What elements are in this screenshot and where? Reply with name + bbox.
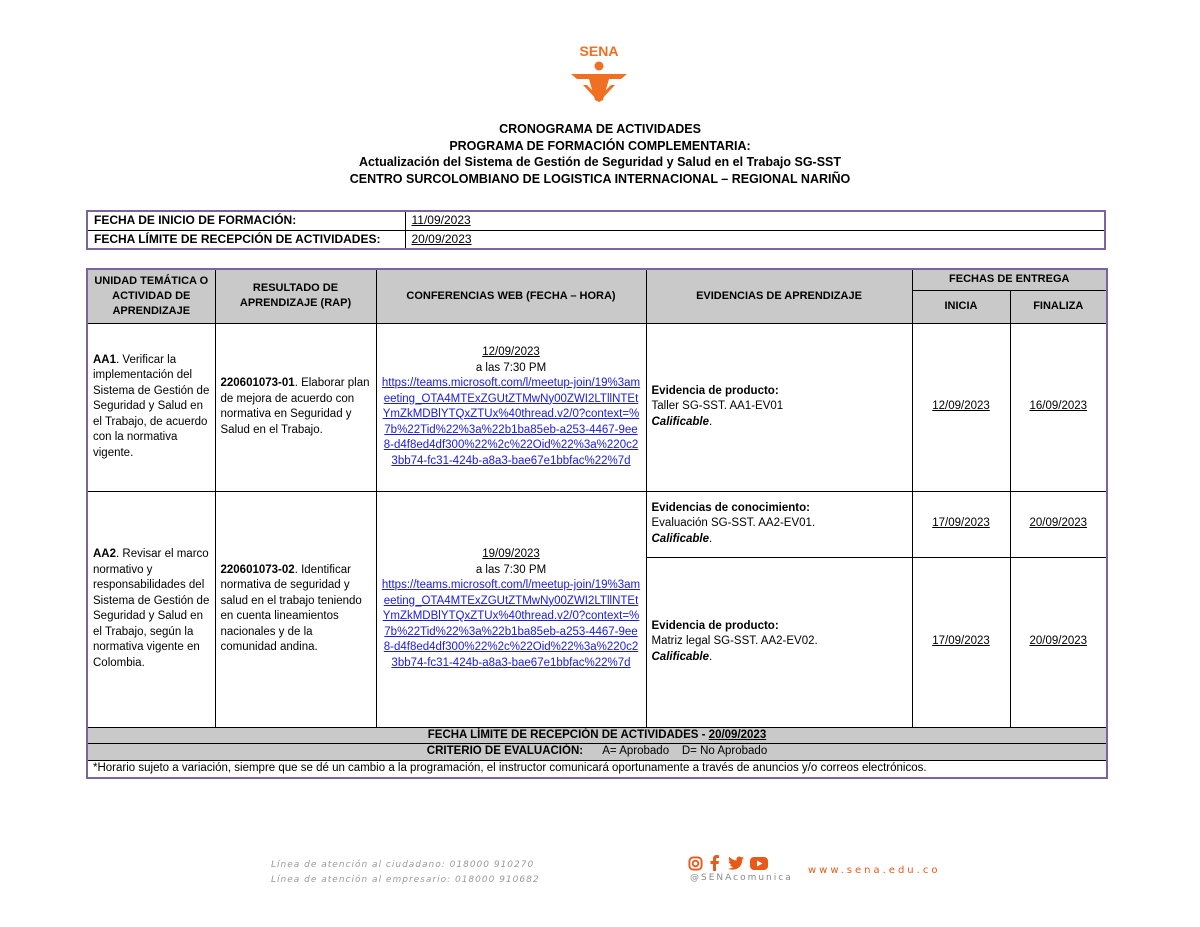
evid1-cell: Evidencia de producto: Taller SG-SST. AA1-EV01 Calificable. <box>646 323 912 491</box>
conf2-date: 19/09/2023 <box>482 548 540 560</box>
evid2a-end: 20/09/2023 <box>1010 491 1107 557</box>
twitter-icon[interactable] <box>727 856 744 870</box>
conf1-cell <box>376 323 646 491</box>
table-row <box>87 323 1107 491</box>
start-date-label: FECHA DE INICIO DE FORMACIÓN: <box>87 211 405 230</box>
evid2a-start: 17/09/2023 <box>912 491 1010 557</box>
header-finaliza: FINALIZA <box>1010 290 1107 323</box>
svg-text:SENA: SENA <box>579 44 619 59</box>
deadline-row <box>87 727 1107 744</box>
contact-lines <box>271 858 540 888</box>
youtube-icon[interactable] <box>750 857 768 870</box>
criteria-row <box>87 744 1107 761</box>
header-unidad: UNIDAD TEMÁTICA O ACTIVIDAD DE APRENDIZAJE <box>87 269 215 323</box>
conf2-time: a las 7:30 PM <box>475 563 547 576</box>
header-rap: RESULTADO DE APRENDIZAJE (RAP) <box>215 269 376 323</box>
deadline-row-date: 20/09/2023 <box>708 728 767 741</box>
evid2a-type: Evidencias de conocimiento: <box>651 501 810 514</box>
evid2a-cell: Evidencias de conocimiento: Evaluación SG-SST. AA2-EV01. Calificable. <box>646 491 912 557</box>
evid1-start: 12/09/2023 <box>912 323 1010 491</box>
deadline-row-label: FECHA LÍMITE DE RECEPCIÓN DE ACTIVIDADES - <box>427 728 709 741</box>
criteria-approved: A= Aprobado <box>602 745 670 757</box>
start-date-value: 11/09/2023 <box>405 211 1105 230</box>
evid2a-calif: Calificable <box>651 532 710 545</box>
conf2-cell <box>376 491 646 727</box>
aa1-cell <box>87 323 215 491</box>
aa2-text: . Revisar el marco normativo y responsabilidades del Sistema de Gestión de Seguridad y Salud en el Trabajo, según la normativa vigente en Colombia. <box>93 548 210 669</box>
evid2a-desc: Evaluación SG-SST. AA2-EV01. <box>651 517 816 530</box>
rap1-cell <box>215 323 376 491</box>
instagram-icon[interactable] <box>688 856 703 871</box>
aa1-text: . Verificar la implementación del Sistema de Gestión de Seguridad y Salud en el Trabajo, de acuerdo con la normativa vigente. <box>93 353 210 459</box>
evid1-desc: Taller SG-SST. AA1-EV01 <box>651 400 784 413</box>
deadline-label: FECHA LÍMITE DE RECEPCIÓN DE ACTIVIDADES: <box>87 230 405 249</box>
rap2-text: . Identificar normativa de seguridad y salud en el trabajo teniendo en cuenta lineamientos nacionales y de la comunidad andina. <box>220 563 362 653</box>
aa1-code: AA1 <box>93 353 117 366</box>
evid2b-cell: Evidencia de producto: Matriz legal SG-SST. AA2-EV02. Calificable. <box>646 557 912 727</box>
dates-table <box>86 210 1106 250</box>
social-handle: @SENAcomunica <box>690 873 793 883</box>
evid2b-calif: Calificable <box>651 650 710 663</box>
evid1-end: 16/09/2023 <box>1010 323 1107 491</box>
conf1-date: 12/09/2023 <box>482 346 540 358</box>
document-titles <box>0 121 1200 187</box>
sena-logo <box>563 44 635 102</box>
header-evidencias: EVIDENCIAS DE APRENDIZAJE <box>646 269 912 323</box>
facebook-icon[interactable] <box>709 855 721 871</box>
title-line-2: PROGRAMA DE FORMACIÓN COMPLEMENTARIA: <box>449 138 751 153</box>
aa2-code: AA2 <box>93 548 117 560</box>
header-fechas-entrega: FECHAS DE ENTREGA <box>912 269 1107 290</box>
schedule-note: *Horario sujeto a variación, siempre que se dé un cambio a la programación, el instructor comunicará oportunamente a través de anuncios y/o correos electrónicos. <box>87 760 1107 778</box>
conf1-link[interactable]: https://teams.microsoft.com/l/meetup-join/19%3ameeting_OTA4MTExZGUtZTMwNy00ZWI2LTllNTEtYmZkMDBlYTQxZTUx%40thread.v2/0?context=%7b%22Tid%22%3a%22b1ba85eb-a253-4467-9ee8-d4f8ed4df300%22%2c%22Oid%22%3a%220c23bb74-fc31-424b-a8a3-bae67e1bbfac%22%7d <box>381 377 641 467</box>
rap1-text: . Elaborar plan de mejora de acuerdo con normativa en Seguridad y Salud en el Trabajo. <box>220 377 370 436</box>
deadline-value: 20/09/2023 <box>405 230 1105 249</box>
business-line: Línea de atención al empresario: 018000 910682 <box>271 875 540 885</box>
social-icons <box>688 855 768 871</box>
table-row <box>87 491 1107 557</box>
rap2-cell <box>215 491 376 727</box>
title-line-4: CENTRO SURCOLOMBIANO DE LOGISTICA INTERNACIONAL – REGIONAL NARIÑO <box>349 171 851 186</box>
evid2b-type: Evidencia de producto: <box>651 619 779 632</box>
website-link[interactable]: www.sena.edu.co <box>808 865 941 876</box>
aa2-cell <box>87 491 215 727</box>
title-line-1: CRONOGRAMA DE ACTIVIDADES <box>499 122 701 136</box>
rap1-code: 220601073-01 <box>220 377 295 389</box>
schedule-table <box>86 268 1108 779</box>
citizen-line: Línea de atención al ciudadano: 018000 910270 <box>271 860 535 870</box>
criteria-not-approved: D= No Aprobado <box>681 745 768 757</box>
criteria-label: CRITERIO DE EVALUACIÓN: <box>426 745 584 757</box>
evid1-calif: Calificable <box>651 415 710 428</box>
conf2-link[interactable]: https://teams.microsoft.com/l/meetup-join/19%3ameeting_OTA4MTExZGUtZTMwNy00ZWI2LTllNTEtYmZkMDBlYTQxZTUx%40thread.v2/0?context=%7b%22Tid%22%3a%22b1ba85eb-a253-4467-9ee8-d4f8ed4df300%22%2c%22Oid%22%3a%220c23bb74-fc31-424b-a8a3-bae67e1bbfac%22%7d <box>381 579 641 669</box>
conf1-time: a las 7:30 PM <box>475 361 547 374</box>
evid2b-desc: Matriz legal SG-SST. AA2-EV02. <box>651 635 818 648</box>
title-line-3: Actualización del Sistema de Gestión de Seguridad y Salud en el Trabajo SG-SST <box>358 155 842 169</box>
header-conferencias: CONFERENCIAS WEB (FECHA – HORA) <box>376 269 646 323</box>
evid2b-end: 20/09/2023 <box>1010 557 1107 727</box>
rap2-code: 220601073-02 <box>220 563 295 576</box>
header-inicia: INICIA <box>912 290 1010 323</box>
evid1-type: Evidencia de producto: <box>651 384 779 397</box>
evid2b-start: 17/09/2023 <box>912 557 1010 727</box>
